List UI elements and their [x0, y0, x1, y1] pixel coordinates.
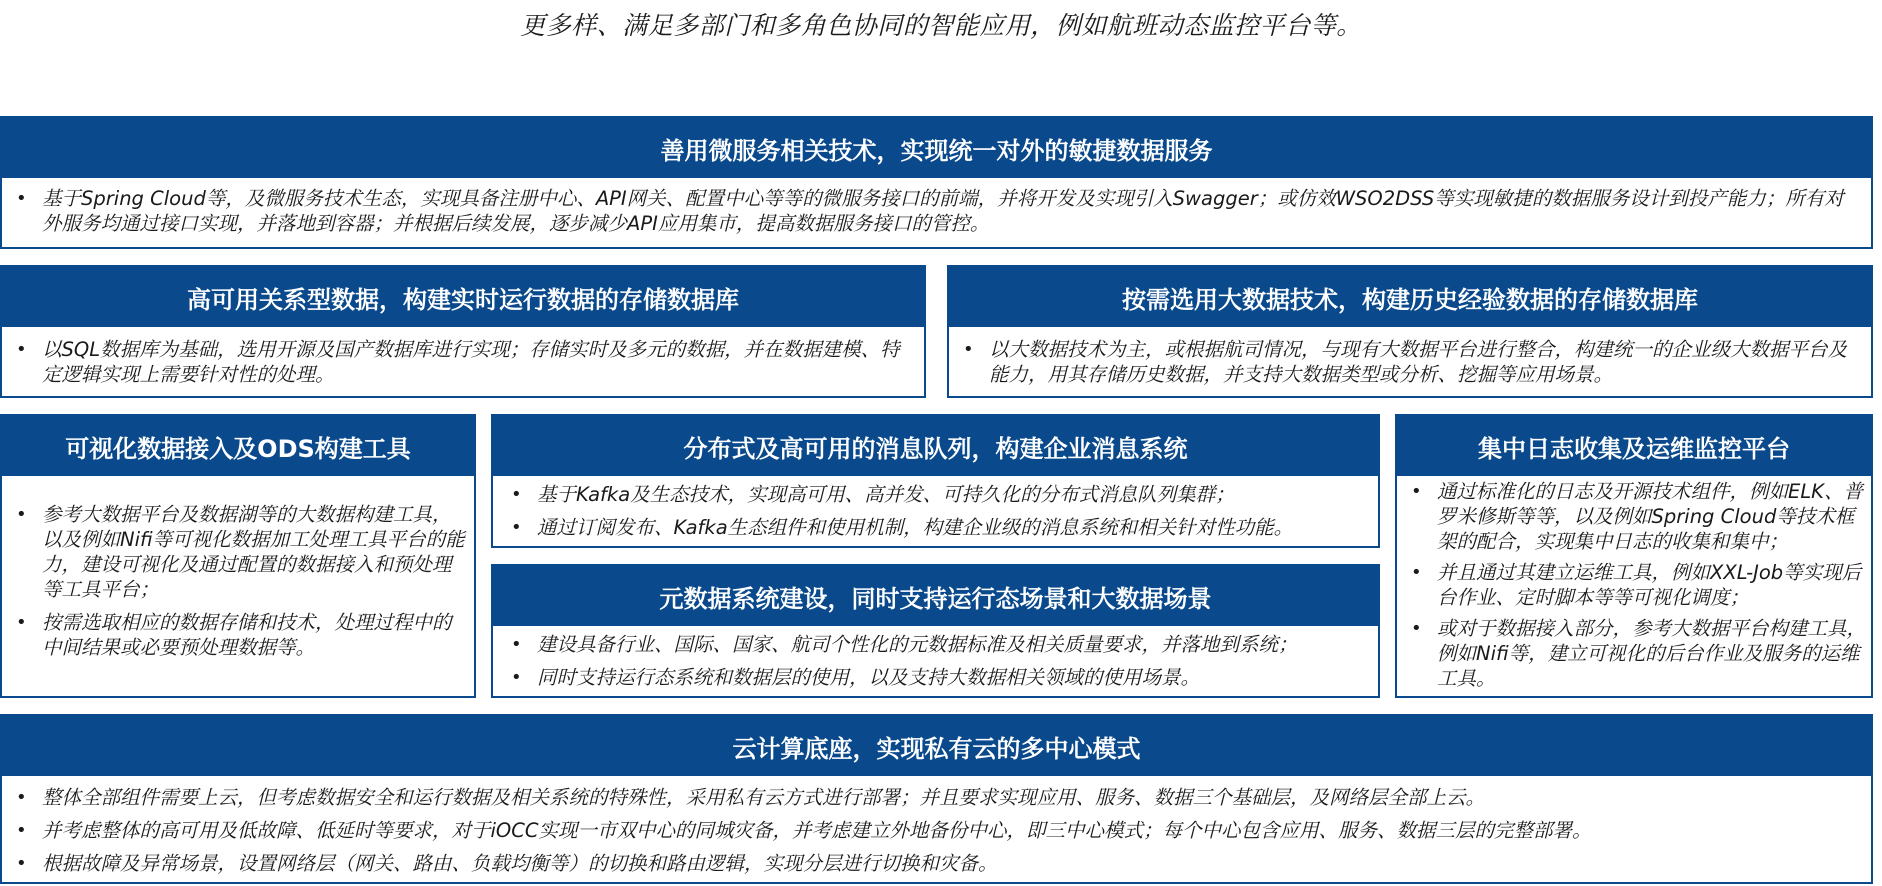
- metadata-card-title: 元数据系统建设，同时支持运行态场景和大数据场景: [493, 566, 1378, 626]
- logging-monitor-card-title: 集中日志收集及运维监控平台: [1397, 416, 1871, 476]
- list-item: • 或对于数据接入部分，参考大数据平台构建工具，例如Nifi等，建立可视化的后台作业及服务的运维工具。: [1437, 616, 1867, 691]
- list-item: • 以大数据技术为主，或根据航司情况，与现有大数据平台进行整合，构建统一的企业级大数据平台及能力，用其存储历史数据，并支持大数据类型或分析、挖掘等应用场景。: [989, 337, 1861, 387]
- list-item: • 整体全部组件需要上云，但考虑数据安全和运行数据及相关系统的特殊性，采用私有云方式进行部署；并且要求实现应用、服务、数据三个基础层，及网络层全部上云。: [42, 785, 1861, 810]
- message-queue-card: [491, 414, 1380, 548]
- list-item: • 根据故障及异常场景，设置网络层（网关、路由、负载均衡等）的切换和路由逻辑，实现分层进行切换和灾备。: [42, 851, 1861, 876]
- list-item: • 通过标准化的日志及开源技术组件，例如ELK、普罗米修斯等等，以及例如Spring Cloud等技术框架的配合，实现集中日志的收集和集中；: [1437, 479, 1867, 554]
- ods-tool-card: [0, 414, 476, 698]
- metadata-card: [491, 564, 1380, 698]
- relational-db-card: [0, 265, 926, 398]
- ods-tool-card-list: [2, 476, 474, 660]
- intro-text: 更多样、满足多部门和多角色协同的智能应用，例如航班动态监控平台等。: [520, 11, 1362, 40]
- microservice-card-list: [2, 178, 1871, 236]
- list-item: • 并且通过其建立运维工具，例如XXL-Job等实现后台作业、定时脚本等等可视化调度；: [1437, 560, 1867, 610]
- cloud-base-card: [0, 714, 1873, 884]
- logging-monitor-card: [1395, 414, 1873, 698]
- metadata-card-list: [493, 626, 1378, 690]
- list-item: • 通过订阅发布、Kafka生态组件和使用机制，构建企业级的消息系统和相关针对性功能。: [537, 515, 1368, 540]
- bigdata-card-title: 按需选用大数据技术，构建历史经验数据的存储数据库: [949, 267, 1871, 327]
- message-queue-card-list: [493, 476, 1378, 540]
- list-item: • 参考大数据平台及数据湖等的大数据构建工具，以及例如Nifi等可视化数据加工处理工具平台的能力，建设可视化及通过配置的数据接入和预处理等工具平台；: [42, 502, 468, 602]
- relational-db-card-title: 高可用关系型数据，构建实时运行数据的存储数据库: [2, 267, 924, 327]
- list-item: • 基于Kafka及生态技术，实现高可用、高并发、可持久化的分布式消息队列集群；: [537, 482, 1368, 507]
- list-item: • 按需选取相应的数据存储和技术，处理过程中的中间结果或必要预处理数据等。: [42, 610, 468, 660]
- list-item: • 以SQL数据库为基础，选用开源及国产数据库进行实现；存储实时及多元的数据，并在数据建模、特定逻辑实现上需要针对性的处理。: [42, 337, 914, 387]
- relational-db-card-list: [2, 327, 924, 387]
- bigdata-card: [947, 265, 1873, 398]
- logging-monitor-card-list: [1397, 476, 1871, 691]
- bigdata-card-list: [949, 327, 1871, 387]
- list-item: • 建设具备行业、国际、国家、航司个性化的元数据标准及相关质量要求，并落地到系统；: [537, 632, 1368, 657]
- cloud-base-card-list: [2, 776, 1871, 876]
- microservice-card-title: 善用微服务相关技术，实现统一对外的敏捷数据服务: [2, 118, 1871, 178]
- message-queue-card-title: 分布式及高可用的消息队列，构建企业消息系统: [493, 416, 1378, 476]
- ods-tool-card-title: 可视化数据接入及ODS构建工具: [2, 416, 474, 476]
- microservice-card: [0, 116, 1873, 249]
- list-item: • 并考虑整体的高可用及低故障、低延时等要求，对于iOCC实现一市双中心的同城灾备，并考虑建立外地备份中心，即三中心模式；每个中心包含应用、服务、数据三层的完整部署。: [42, 818, 1861, 843]
- list-item: • 基于Spring Cloud等，及微服务技术生态，实现具备注册中心、API网关、配置中心等等的微服务接口的前端，并将开发及实现引入Swagger；或仿效WSO2DSS等实现敏捷的数据服务设计到投产能力；所有对外服务均通过接口实现，并落地到容器；并根据后续发展，逐步减少API应用集市，提高数据服务接口的管控。: [42, 186, 1861, 236]
- list-item: • 同时支持运行态系统和数据层的使用，以及支持大数据相关领域的使用场景。: [537, 665, 1368, 690]
- cloud-base-card-title: 云计算底座，实现私有云的多中心模式: [2, 716, 1871, 776]
